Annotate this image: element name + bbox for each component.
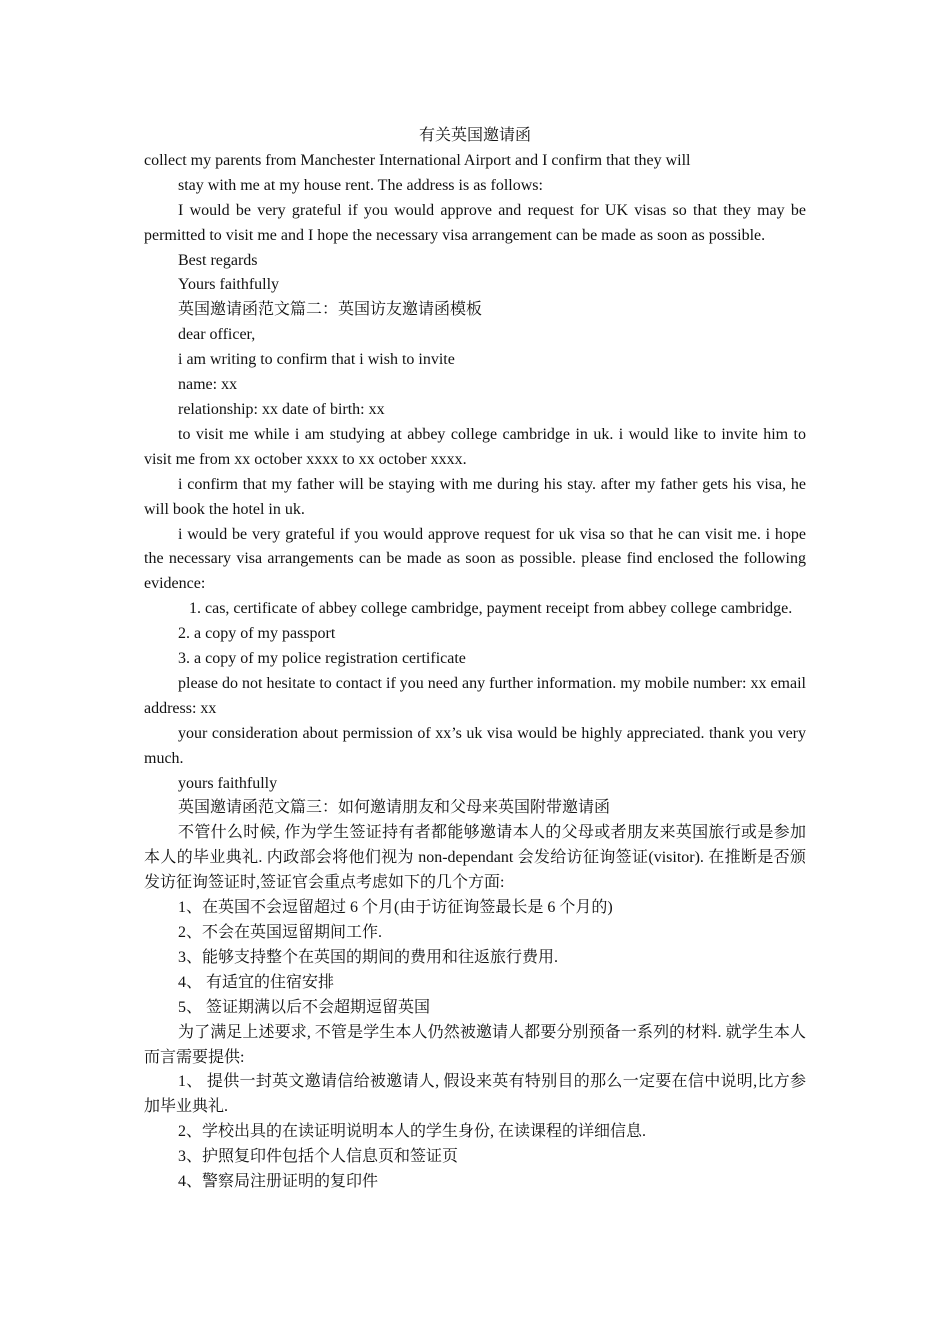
paragraph: Best regards	[178, 251, 258, 269]
list-item: 4、 有适宜的住宿安排	[178, 973, 335, 991]
list-item: 5、 签证期满以后不会超期逗留英国	[178, 998, 431, 1016]
paragraph: please do not hesitate to contact if you need any further information. my mobile number: xx email address: xx	[144, 674, 806, 717]
list-item: 1、 提供一封英文邀请信给被邀请人, 假设来英有特别目的那么一定要在信中说明,比方参加毕业典礼.	[144, 1073, 806, 1116]
paragraph: Yours faithfully	[178, 276, 280, 294]
list-item: 3、能够支持整个在英国的期间的费用和往返旅行费用.	[178, 948, 559, 966]
document-body	[144, 124, 806, 1195]
list-item: 3、护照复印件包括个人信息页和签证页	[178, 1148, 459, 1166]
paragraph: yours faithfully	[178, 774, 278, 792]
paragraph: to visit me while i am studying at abbey college cambridge in uk. i would like to invite him to visit me from xx october xxxx to xx october xxxx.	[144, 425, 806, 468]
paragraph: i am writing to confirm that i wish to invite	[178, 351, 455, 369]
paragraph: stay with me at my house rent. The address is as follows:	[178, 176, 543, 194]
list-item: 3. a copy of my police registration certificate	[178, 650, 466, 668]
list-item: 2. a copy of my passport	[178, 625, 336, 643]
paragraph: I would be very grateful if you would approve and request for UK visas so that they may be permitted to visit me and I hope the necessary visa arrangement can be made as soon as possible.	[144, 201, 806, 244]
paragraph: 不管什么时候, 作为学生签证持有者都能够邀请本人的父母或者朋友来英国旅行或是参加本人的毕业典礼. 内政部会将他们视为 non-dependant 会发给访征询签证(visitor). 在推断是否颁发访征询签证时,签证官会重点考虑如下的几个方面:	[144, 824, 806, 892]
paragraph: dear officer,	[178, 326, 256, 344]
paragraph: i would be very grateful if you would approve request for uk visa so that he can visit me. i hope the necessary visa arrangements can be made as soon as possible. please find enclosed the following evidence:	[144, 525, 806, 593]
list-item: 1、在英国不会逗留超过 6 个月(由于访征询签最长是 6 个月的)	[178, 899, 613, 917]
paragraph: i confirm that my father will be staying with me during his stay. after my father gets his visa, he will book the hotel in uk.	[144, 475, 806, 518]
list-item: 2、不会在英国逗留期间工作.	[178, 924, 383, 941]
document-title: 有关英国邀请函	[418, 127, 531, 144]
paragraph: your consideration about permission of xx’s uk visa would be highly appreciated. thank you very much.	[144, 724, 806, 767]
paragraph: collect my parents from Manchester International Airport and I confirm that they will	[144, 151, 691, 169]
list-item: 2、学校出具的在读证明说明本人的学生身份, 在读课程的详细信息.	[178, 1123, 647, 1141]
section-heading: 英国邀请函范文篇二：英国访友邀请函模板	[178, 301, 483, 319]
paragraph: 为了满足上述要求, 不管是学生本人仍然被邀请人都要分别预备一系列的材料. 就学生本人而言需要提供:	[144, 1023, 806, 1066]
list-item: 4、警察局注册证明的复印件	[178, 1173, 379, 1191]
list-item: 1. cas, certificate of abbey college cambridge, payment receipt from abbey college cambridge.	[189, 600, 793, 618]
paragraph: name: xx	[178, 376, 238, 394]
paragraph: relationship: xx date of birth: xx	[178, 400, 385, 418]
section-heading: 英国邀请函范文篇三：如何邀请朋友和父母来英国附带邀请函	[178, 799, 611, 817]
